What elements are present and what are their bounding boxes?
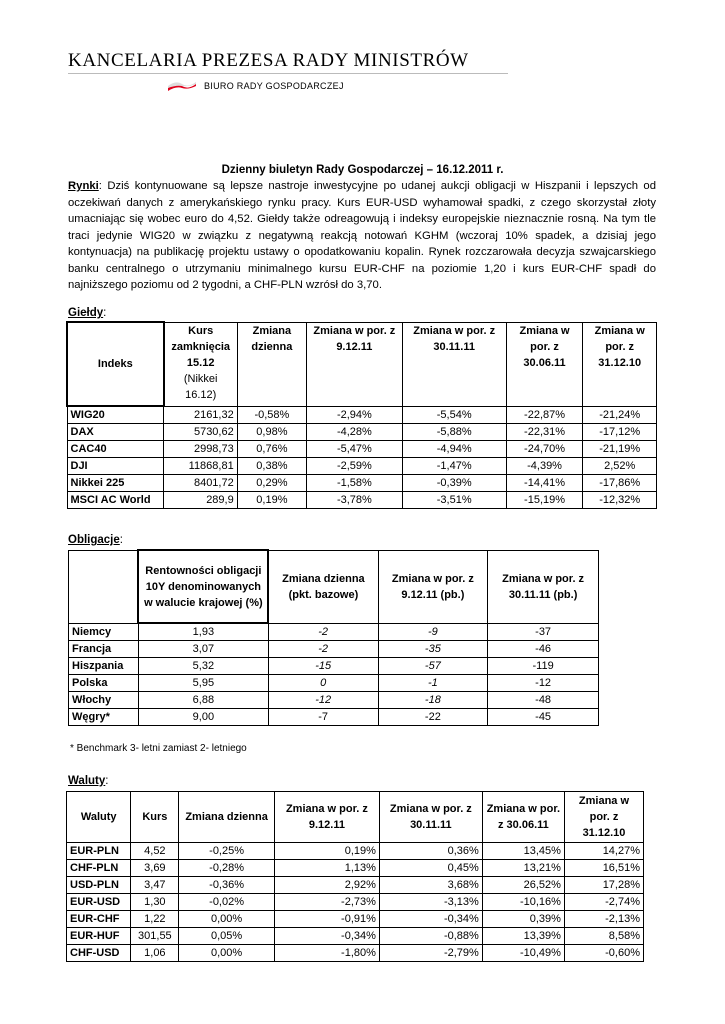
cell-value: 2,92% <box>274 877 379 894</box>
cell-value: -35 <box>378 641 488 658</box>
cell-value: 13,45% <box>482 843 564 860</box>
cell-value: -5,47% <box>307 441 403 458</box>
cell-value: 16,51% <box>564 860 643 877</box>
cell-value: 17,28% <box>564 877 643 894</box>
cell-value: 3,07 <box>138 641 268 658</box>
section-obligacje <box>68 534 123 546</box>
col-header-zmiana-dzienna: Zmiana dzienna (pkt. bazowe) <box>268 550 378 623</box>
benchmark-footnote: * Benchmark 3- letni zamiast 2- letniego <box>70 743 247 754</box>
table-row <box>69 623 599 641</box>
cell-value: -0,58% <box>237 406 306 424</box>
col-header-zmiana-9-12: Zmiana w por. z 9.12.11 <box>274 792 379 843</box>
cell-value: -0,60% <box>564 945 643 962</box>
cell-value: -0,34% <box>379 911 482 928</box>
table-row <box>67 911 644 928</box>
cell-index-name: Nikkei 225 <box>67 475 164 492</box>
cell-value: -0,39% <box>402 475 506 492</box>
cell-value: -9 <box>378 623 488 641</box>
header-subtitle: BIURO RADY GOSPODARCZEJ <box>204 81 344 91</box>
cell-country: Polska <box>69 675 139 692</box>
intro-paragraph <box>68 178 656 294</box>
cell-value: -0,88% <box>379 928 482 945</box>
cell-value: 1,13% <box>274 860 379 877</box>
col-header-zmiana-30-11: Zmiana w por. z 30.11.11 <box>402 322 506 406</box>
cell-value: 2,52% <box>583 458 657 475</box>
section-waluty <box>68 775 108 787</box>
cell-country: Niemcy <box>69 623 139 641</box>
cell-value: -119 <box>488 658 599 675</box>
cell-currency-pair: EUR-USD <box>67 894 131 911</box>
cell-value: -2,74% <box>564 894 643 911</box>
col-header-kurs: Kurs <box>131 792 179 843</box>
cell-value: 0,39% <box>482 911 564 928</box>
cell-value: -14,41% <box>506 475 583 492</box>
col-header-zmiana-9-12: Zmiana w por. z 9.12.11 <box>307 322 403 406</box>
table-row <box>67 894 644 911</box>
cell-currency-pair: CHF-USD <box>67 945 131 962</box>
cell-value: 3,68% <box>379 877 482 894</box>
cell-value: -37 <box>488 623 599 641</box>
cell-value: -0,28% <box>179 860 275 877</box>
cell-value: 13,39% <box>482 928 564 945</box>
table-row <box>67 492 657 509</box>
cell-value: 8,58% <box>564 928 643 945</box>
col-header-rentownosci: Rentowności obligacji 10Y denominowanych w walucie krajowej (%) <box>138 550 268 623</box>
document-title: Dzienny biuletyn Rady Gospodarczej – 16.12.2011 r. <box>221 164 504 176</box>
table-row <box>67 475 657 492</box>
table-row <box>69 675 599 692</box>
cell-value: 289,9 <box>164 492 238 509</box>
cell-value: -1,58% <box>307 475 403 492</box>
cell-value: -4,28% <box>307 424 403 441</box>
table-header-row <box>67 322 657 406</box>
table-header-row <box>67 792 644 843</box>
cell-value: -48 <box>488 692 599 709</box>
cell-value: -0,34% <box>274 928 379 945</box>
cell-value: -4,94% <box>402 441 506 458</box>
cell-value: -17,86% <box>583 475 657 492</box>
cell-value: -7 <box>268 709 378 726</box>
cell-index-name: DJI <box>67 458 164 475</box>
cell-value: 26,52% <box>482 877 564 894</box>
table-row <box>69 641 599 658</box>
cell-value: 0,19% <box>237 492 306 509</box>
col-header-zmiana-30-11: Zmiana w por. z 30.11.11 <box>379 792 482 843</box>
cell-value: -3,78% <box>307 492 403 509</box>
section-waluty-colon: : <box>105 775 109 787</box>
cell-value: -57 <box>378 658 488 675</box>
cell-currency-pair: CHF-PLN <box>67 860 131 877</box>
cell-value: -4,39% <box>506 458 583 475</box>
col-header-waluty: Waluty <box>67 792 131 843</box>
cell-country: Francja <box>69 641 139 658</box>
cell-country: Włochy <box>69 692 139 709</box>
cell-value: -1 <box>378 675 488 692</box>
cell-value: 2998,73 <box>164 441 238 458</box>
cell-value: 3,69 <box>131 860 179 877</box>
cell-value: 5730,62 <box>164 424 238 441</box>
col-header-zmiana-dzienna: Zmiana dzienna <box>237 322 306 406</box>
cell-value: -12 <box>488 675 599 692</box>
cell-value: -2 <box>268 641 378 658</box>
table-row <box>67 843 644 860</box>
intro-colon: : <box>98 180 102 192</box>
cell-value: -15,19% <box>506 492 583 509</box>
table-row <box>67 406 657 424</box>
cell-value: -10,16% <box>482 894 564 911</box>
cell-value: -22,31% <box>506 424 583 441</box>
cell-value: -3,51% <box>402 492 506 509</box>
cell-value: 14,27% <box>564 843 643 860</box>
cell-value: -21,24% <box>583 406 657 424</box>
cell-index-name: DAX <box>67 424 164 441</box>
cell-value: 0,05% <box>179 928 275 945</box>
table-row <box>69 709 599 726</box>
cell-value: -15 <box>268 658 378 675</box>
cell-value: 0 <box>268 675 378 692</box>
header-divider <box>68 73 508 74</box>
cell-country: Hiszpania <box>69 658 139 675</box>
cell-value: -12 <box>268 692 378 709</box>
cell-value: -2,73% <box>274 894 379 911</box>
cell-value: -2,79% <box>379 945 482 962</box>
cell-value: 0,00% <box>179 945 275 962</box>
section-waluty-label: Waluty <box>68 775 106 787</box>
cell-value: -5,88% <box>402 424 506 441</box>
cell-value: 0,29% <box>237 475 306 492</box>
cell-value: 1,22 <box>131 911 179 928</box>
cell-value: -2,13% <box>564 911 643 928</box>
cell-value: -1,80% <box>274 945 379 962</box>
table-row <box>69 692 599 709</box>
gieldy-table <box>66 321 657 509</box>
waluty-table <box>66 791 644 962</box>
cell-value: -0,02% <box>179 894 275 911</box>
col-header-kurs <box>164 322 238 406</box>
cell-currency-pair: EUR-CHF <box>67 911 131 928</box>
table-row <box>67 945 644 962</box>
cell-value: -18 <box>378 692 488 709</box>
cell-value: 3,47 <box>131 877 179 894</box>
col-header-zmiana-31-12: Zmiana w por. z 31.12.10 <box>583 322 657 406</box>
table-row <box>67 928 644 945</box>
intro-label: Rynki <box>68 180 99 192</box>
cell-value: -0,25% <box>179 843 275 860</box>
cell-value: 1,93 <box>138 623 268 641</box>
cell-value: -21,19% <box>583 441 657 458</box>
cell-value: 8401,72 <box>164 475 238 492</box>
table-row <box>67 860 644 877</box>
cell-value: -0,36% <box>179 877 275 894</box>
cell-value: 5,95 <box>138 675 268 692</box>
col-header-kurs-note: (Nikkei 16.12) <box>183 372 218 401</box>
col-header-kurs-label: Kurs zamknięcia 15.12 <box>171 324 231 369</box>
table-header-row <box>69 550 599 623</box>
table-row <box>69 658 599 675</box>
obligacje-table <box>68 549 599 726</box>
section-gieldy <box>68 307 106 319</box>
cell-value: 0,36% <box>379 843 482 860</box>
cell-value: 4,52 <box>131 843 179 860</box>
table-row <box>67 458 657 475</box>
col-header-indeks: Indeks <box>67 322 164 406</box>
cell-value: 13,21% <box>482 860 564 877</box>
cell-value: -1,47% <box>402 458 506 475</box>
cell-value: 0,19% <box>274 843 379 860</box>
cell-value: 0,98% <box>237 424 306 441</box>
section-gieldy-colon: : <box>103 307 107 319</box>
cell-value: 0,76% <box>237 441 306 458</box>
cell-value: 9,00 <box>138 709 268 726</box>
cell-value: -22,87% <box>506 406 583 424</box>
cell-value: 1,30 <box>131 894 179 911</box>
cell-value: -17,12% <box>583 424 657 441</box>
cell-value: -2,59% <box>307 458 403 475</box>
cell-value: -46 <box>488 641 599 658</box>
cell-index-name: WIG20 <box>67 406 164 424</box>
cell-value: 5,32 <box>138 658 268 675</box>
cell-currency-pair: USD-PLN <box>67 877 131 894</box>
cell-currency-pair: EUR-HUF <box>67 928 131 945</box>
cell-value: 0,45% <box>379 860 482 877</box>
cell-value: -2,94% <box>307 406 403 424</box>
cell-country: Węgry* <box>69 709 139 726</box>
flag-icon <box>168 80 196 92</box>
col-header-zmiana-30-06: Zmiana w por. z 30.06.11 <box>482 792 564 843</box>
cell-value: -22 <box>378 709 488 726</box>
cell-value: -0,91% <box>274 911 379 928</box>
cell-value: -2 <box>268 623 378 641</box>
cell-value: 2161,32 <box>164 406 238 424</box>
cell-index-name: CAC40 <box>67 441 164 458</box>
section-gieldy-label: Giełdy <box>68 307 104 319</box>
col-header-zmiana-30-11: Zmiana w por. z 30.11.11 (pb.) <box>488 550 599 623</box>
section-obligacje-colon: : <box>119 534 123 546</box>
cell-value: -24,70% <box>506 441 583 458</box>
cell-value: 0,38% <box>237 458 306 475</box>
table-row <box>67 877 644 894</box>
table-row <box>67 441 657 458</box>
col-header-zmiana-dzienna: Zmiana dzienna <box>179 792 275 843</box>
section-obligacje-label: Obligacje <box>68 534 120 546</box>
cell-value: -10,49% <box>482 945 564 962</box>
col-header-zmiana-31-12: Zmiana w por. z 31.12.10 <box>564 792 643 843</box>
table-row <box>67 424 657 441</box>
cell-value: 301,55 <box>131 928 179 945</box>
col-header-zmiana-9-12: Zmiana w por. z 9.12.11 (pb.) <box>378 550 488 623</box>
col-header-zmiana-30-06: Zmiana w por. z 30.06.11 <box>506 322 583 406</box>
cell-value: -5,54% <box>402 406 506 424</box>
cell-value: -12,32% <box>583 492 657 509</box>
cell-value: 1,06 <box>131 945 179 962</box>
cell-index-name: MSCI AC World <box>67 492 164 509</box>
cell-currency-pair: EUR-PLN <box>67 843 131 860</box>
cell-value: -3,13% <box>379 894 482 911</box>
cell-value: 11868,81 <box>164 458 238 475</box>
cell-value: 0,00% <box>179 911 275 928</box>
cell-value: 6,88 <box>138 692 268 709</box>
col-header-kraj <box>69 550 139 623</box>
intro-text: Dziś kontynuowane są lepsze nastroje inwestycyjne po udanej aukcji obligacji w Hiszpanii i lepszych od oczekiwań danych z amerykańskiego rynku pracy. Kurs EUR-USD wyhamował spadki, z czego skorzystał złoty umacniając się wobec euro do 4,52. Giełdy także odreagowują i indeksy europejskie nieznacznie rosną. Na tym tle traci jedynie WIG20 w związku z negatywną reakcją notowań KGHM (wczoraj 10% spadek, a dzisiaj jego kontynuacja) na publikację projektu ustawy o opodatkowaniu kopalin. Rynek rozczarowała decyzja szwajcarskiego banku centralnego o utrzymaniu minimalnego kursu EUR-CHF na poziomie 1,20 i kurs EUR-CHF spadł do najniższego poziomu od 2 tygodni, a CHF-PLN wzrósł do 3,70. <box>68 180 656 291</box>
header-title: KANCELARIA PREZESA RADY MINISTRÓW <box>68 50 469 71</box>
cell-value: -45 <box>488 709 599 726</box>
